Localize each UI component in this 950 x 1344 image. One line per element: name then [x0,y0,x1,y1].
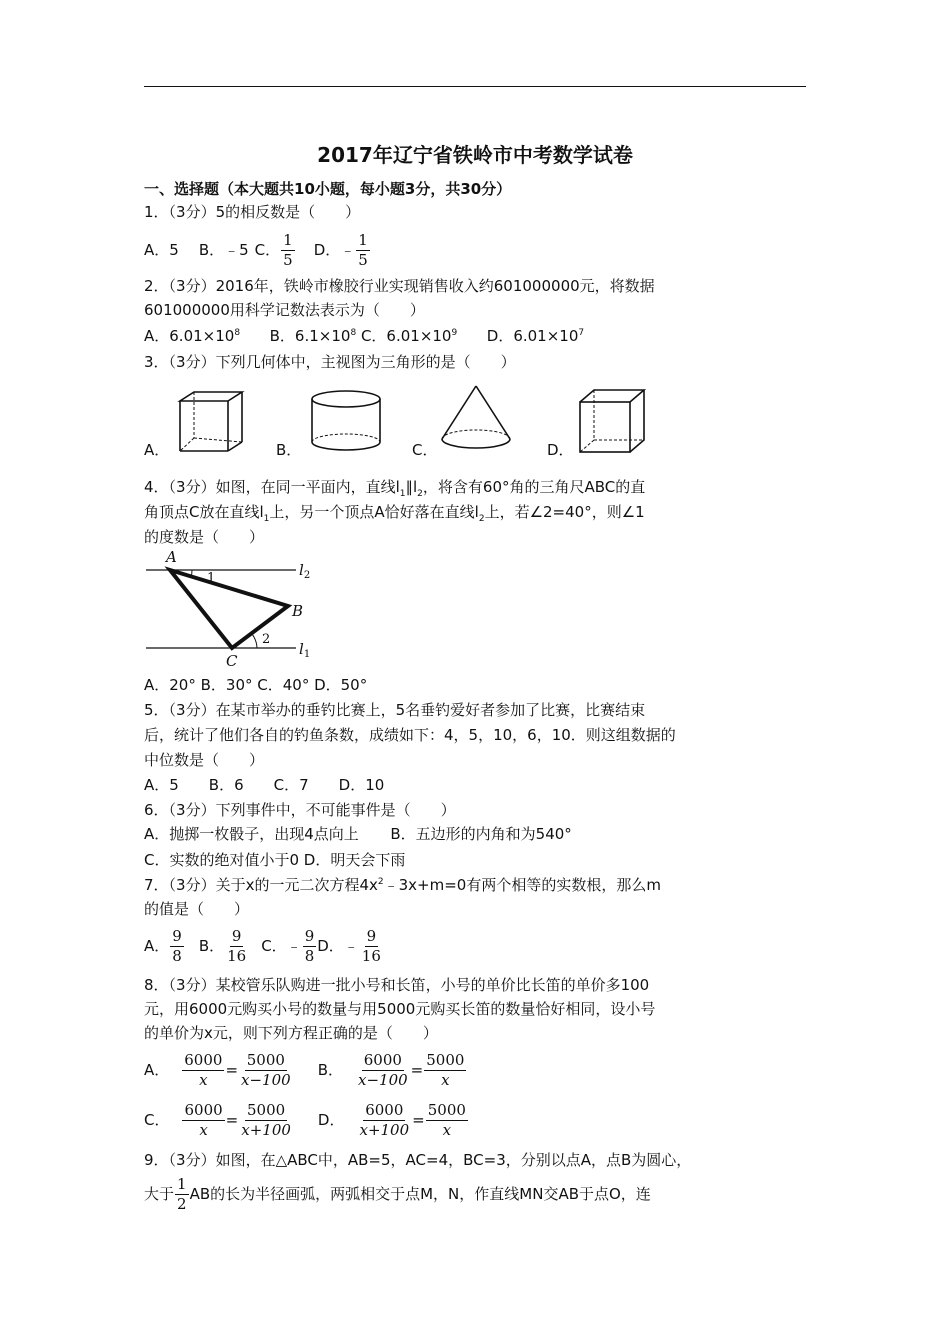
triangular-prism-figure [172,386,250,456]
q6-option-b[interactable]: B．五边形的内角和为540° [390,825,572,843]
fig-angle-1: 1 [207,571,216,586]
fig-label-a: A [166,548,177,566]
q2-line1: 2．（3分）2016年，铁岭市橡胶行业实现销售收入约601000000元，将数据 [144,277,655,295]
section-heading: 一、选择题（本大题共10小题，每小题3分，共30分） [144,180,512,198]
q7-line1: 7．（3分）关于x的一元二次方程$4x^2﹣3x+m=0$有两个相等的实数根，那么m [144,876,661,894]
q1-option-c[interactable]: C． [254,241,281,259]
q1-stem: 1．（3分）5的相反数是（ ） [144,203,361,221]
q2-options [144,326,584,346]
q3-option-c[interactable]: C． [412,441,438,459]
page-title: 2017年辽宁省铁岭市中考数学试卷 [317,143,633,167]
q1-options [144,228,371,272]
q2-option-d[interactable]: D．$6.01\times 10^7$ [486,327,585,345]
q6-options-cd[interactable]: C．实数的绝对值小于0 D．明天会下雨 [144,851,406,869]
fig-label-l2: $l_2$ [299,561,311,581]
q1-option-b[interactable]: B．﹣5 [198,241,249,259]
q6-options-ab [144,824,572,844]
q4-options[interactable]: A．20° B．30° C．40° D．50° [144,676,368,694]
q3-option-d[interactable]: D． [547,441,574,459]
q9-line1: 9．（3分）如图，在△ABC中，AB=5，AC=4，BC=3，分别以点A，点B为圆心， [144,1151,692,1169]
fig-label-c: C [226,652,238,670]
q5-line1: 5．（3分）在某市举办的垂钓比赛上，5名垂钓爱好者参加了比赛，比赛结束 [144,701,646,719]
q8-option-a[interactable]: A． [144,1061,170,1079]
q4-line2: 角顶点C放在直线$l_1$上，另一个顶点A恰好落在直线$l_2$上，若∠2=40°，则∠1 [144,503,645,524]
q8-option-d[interactable]: D． [317,1111,345,1129]
q8-options-cd: C． $\frac{6000}{x}$ = $\frac{5000}{x+100}$ D． $\frac{6000}{x+100}$ = $\frac{5000}{x}$ [144,1100,466,1139]
q1-option-a[interactable]: A．5 [144,241,179,259]
q7-line2: 的值是（ ） [144,900,250,918]
q1-fraction-d: $\frac{1}{5}$ [358,230,368,269]
q3-option-b[interactable]: B． [276,441,302,459]
q8-option-b[interactable]: B． [317,1061,343,1079]
q5-line2: 后，统计了他们各自的钓鱼条数，成绩如下：4，5，10，6，10．则这组数据的 [144,726,676,744]
q7-option-c[interactable]: C．﹣ [261,937,302,955]
q3-stem: 3．（3分）下列几何体中，主视图为三角形的是（ ） [144,353,516,371]
fig-angle-2: 2 [262,632,271,647]
q6-option-a[interactable]: A．抛掷一枚骰子，出现4点向上 [144,825,359,843]
q1-option-d[interactable]: D．﹣ [313,241,356,259]
cube-figure [574,386,650,456]
q7-option-a[interactable]: A． [144,937,170,955]
q4-line3: 的度数是（ ） [144,528,265,546]
header-rule [144,86,806,87]
q7-option-d[interactable]: D．﹣ [317,937,359,955]
q2-option-a[interactable]: A．$6.01\times 10^8$ [144,327,241,345]
q8-line1: 8．（3分）某校管乐队购进一批小号和长笛，小号的单价比长笛的单价多100 [144,976,650,994]
q7-option-b[interactable]: B． [198,937,225,955]
q5-line3: 中位数是（ ） [144,751,265,769]
q3-option-a[interactable]: A． [144,441,170,459]
q8-line3: 的单价为x元，则下列方程正确的是（ ） [144,1024,438,1042]
fig-label-l1: $l_1$ [299,640,311,660]
q8-options-ab: A． $\frac{6000}{x}$ = $\frac{5000}{x-100}$ B． $\frac{6000}{x-100}$ = $\frac{5000}{x}$ [144,1050,465,1089]
q5-options[interactable]: A．5 B．6 C．7 D．10 [144,776,385,794]
cone-figure [436,382,516,454]
fig-label-b: B [292,602,304,620]
q9-line2: 大于 $\frac{1}{2}$ AB的长为半径画弧，两弧相交于点M，N，作直线MN交AB于点O，连 [144,1174,651,1213]
q8-option-c[interactable]: C． [144,1111,170,1129]
q4-line1: 4．（3分）如图，在同一平面内，直线$l_1\parallel l_2$，将含有60°角的三角尺ABC的直 [144,478,646,499]
q2-line2: 601000000用科学记数法表示为（ ） [144,301,425,319]
parallel-lines-triangle-figure [144,548,324,670]
q7-options: A． $\frac{9}{8}$ B． $\frac{9}{16}$ C．﹣ $\frac{9}{8}$ D．﹣ $\frac{9}{16}$ [144,926,381,965]
q2-option-c[interactable]: C．$6.01\times 10^9$ [360,327,458,345]
q1-fraction-c: $\frac{1}{5}$ [283,230,293,269]
q6-stem: 6．（3分）下列事件中，不可能事件是（ ） [144,801,456,819]
cylinder-figure [304,386,388,456]
q8-line2: 元，用6000元购买小号的数量与用5000元购买长笛的数量恰好相同，设小号 [144,1000,656,1018]
q2-option-b[interactable]: B．$6.1\times 10^8$ [269,327,357,345]
